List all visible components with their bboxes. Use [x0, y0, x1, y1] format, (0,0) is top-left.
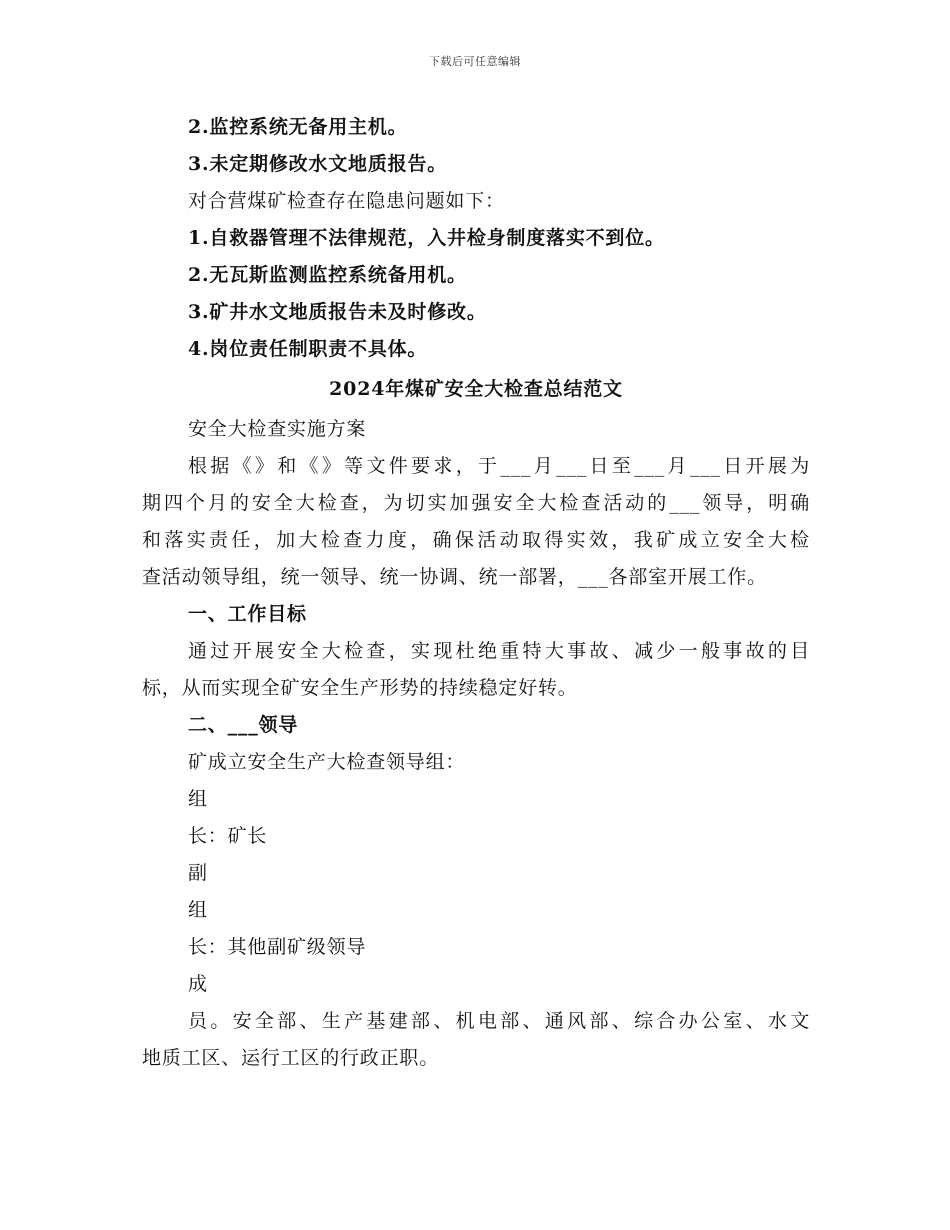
list-item: 2.无瓦斯监测监控系统备用机。	[188, 264, 467, 286]
list-item: 1.自救器管理不法律规范，入井检身制度落实不到位。	[188, 227, 665, 249]
paragraph-line: 地质工区、运行工区的行政正职。	[142, 1047, 440, 1069]
section-heading: 二、___领导	[188, 714, 299, 736]
group-line: 长：其他副矿级领导	[188, 936, 367, 958]
list-item: 4.岗位责任制职责不具体。	[188, 338, 428, 360]
group-line: 组	[188, 899, 208, 921]
paragraph-line: 标，从而实现全矿安全生产形势的持续稳定好转。	[142, 677, 578, 699]
group-line: 副	[188, 862, 208, 884]
page-header-note: 下载后可任意编辑	[429, 55, 521, 68]
paragraph-line: 根据《》和《》等文件要求，于___月___日至___月___日开展为	[188, 455, 810, 477]
group-line: 组	[188, 788, 208, 810]
paragraph-line: 和落实责任，加大检查力度，确保活动取得实效，我矿成立安全大检	[142, 529, 810, 551]
document-body	[142, 109, 810, 1077]
paragraph-line: 查活动领导组，统一领导、统一协调、统一部署，___各部室开展工作。	[142, 566, 767, 588]
list-item: 3.未定期修改水文地质报告。	[188, 153, 448, 175]
section-heading: 一、工作目标	[188, 603, 307, 625]
paragraph-line: 通过开展安全大检查，实现杜绝重特大事故、减少一般事故的目	[188, 640, 810, 662]
list-item: 2.监控系统无备用主机。	[188, 116, 408, 138]
group-intro: 矿成立安全生产大检查领导组：	[188, 751, 466, 773]
group-line: 长：矿长	[188, 825, 268, 847]
document-title: 2024年煤矿安全大检查总结范文	[329, 378, 623, 400]
paragraph-line: 期四个月的安全大检查，为切实加强安全大检查活动的___领导，明确	[142, 492, 810, 514]
list-item: 3.矿井水文地质报告未及时修改。	[188, 301, 487, 323]
plan-heading: 安全大检查实施方案	[188, 418, 367, 440]
hezhi-intro: 对合营煤矿检查存在隐患问题如下：	[188, 190, 505, 212]
paragraph-line: 员。安全部、生产基建部、机电部、通风部、综合办公室、水文	[188, 1010, 810, 1032]
group-line: 成	[188, 973, 208, 995]
